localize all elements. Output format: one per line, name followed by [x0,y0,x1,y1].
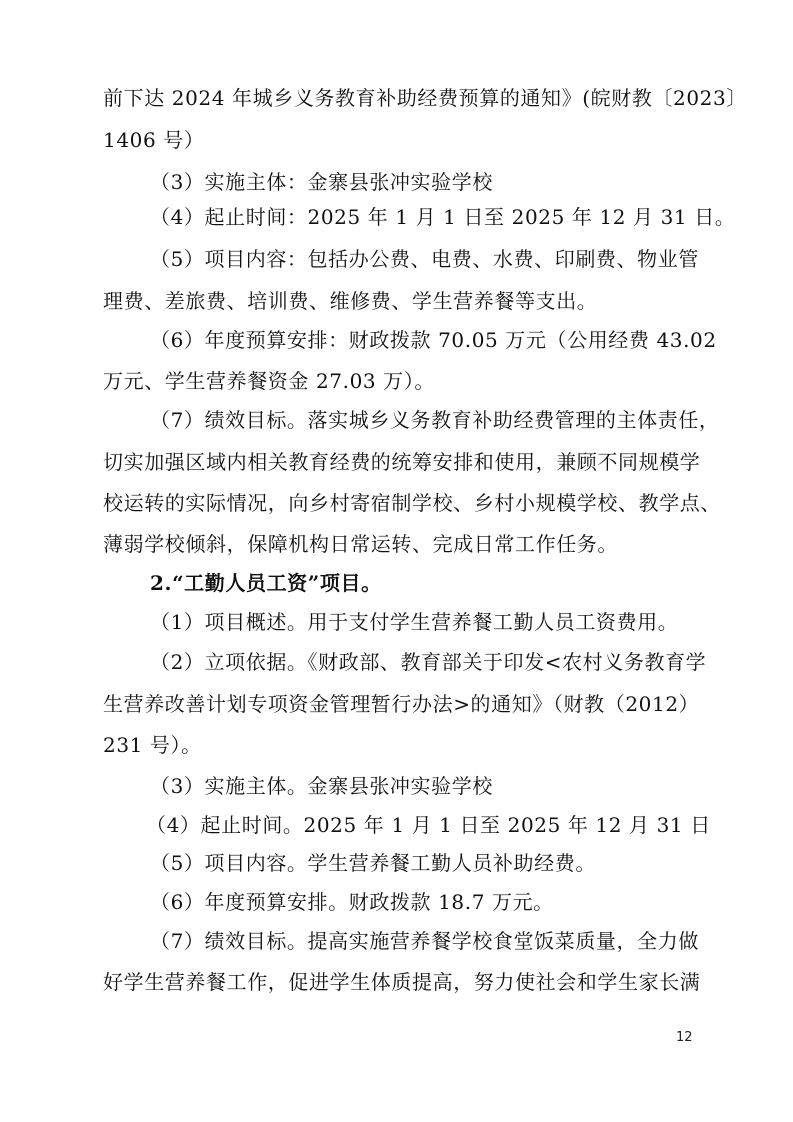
text-line: 薄弱学校倾斜，保障机构日常运转、完成日常工作任务。 [103,532,618,556]
text-line: （4）起止时间。2025 年 1 月 1 日至 2025 年 12 月 31 日 [146,813,711,837]
text-line: （6）年度预算安排。财政拨款 18.7 万元。 [150,890,554,914]
text-line: （2）立项依据。《财政部、教育部关于印发<农村义务教育学 [150,650,707,674]
text-line: 前下达 2024 年城乡义务教育补助经费预算的通知》(皖财教〔2023〕 [103,86,747,110]
text-line: 231 号）。 [103,733,202,757]
text-line: 1406 号） [103,128,205,152]
text-line: 切实加强区域内相关教育经费的统筹安排和使用，兼顾不同规模学 [103,450,701,474]
text-line: （3）实施主体。金寨县张冲实验学校 [150,774,493,798]
text-line: 生营养改善计划专项资金管理暂行办法>的通知》（财教（2012） [103,692,700,716]
text-line: （4）起止时间：2025 年 1 月 1 日至 2025 年 12 月 31 日。 [150,205,736,229]
page-number: 12 [676,1030,693,1045]
text-line: （5）项目内容。学生营养餐工勤人员补助经费。 [150,851,596,875]
section-heading: 2.“工勤人员工资”项目。 [150,571,382,595]
text-line: （7）绩效目标。落实城乡义务教育补助经费管理的主体责任， [150,408,720,432]
text-line: 理费、差旅费、培训费、维修费、学生营养餐等支出。 [103,289,598,313]
text-line: （3）实施主体：金寨县张冲实验学校 [150,170,493,194]
text-line: 万元、学生营养餐资金 27.03 万）。 [103,369,435,393]
text-line: 好学生营养餐工作，促进学生体质提高，努力使社会和学生家长满 [103,970,701,994]
text-line: 校运转的实际情况，向乡村寄宿制学校、乡村小规模学校、教学点、 [103,491,721,515]
text-line: （6）年度预算安排：财政拨款 70.05 万元（公用经费 43.02 [150,328,717,352]
text-line: （5）项目内容：包括办公费、电费、水费、印刷费、物业管 [150,247,699,271]
text-line: （1）项目概述。用于支付学生营养餐工勤人员工资费用。 [150,610,679,634]
text-line: （7）绩效目标。提高实施营养餐学校食堂饭菜质量，全力做 [150,929,699,953]
